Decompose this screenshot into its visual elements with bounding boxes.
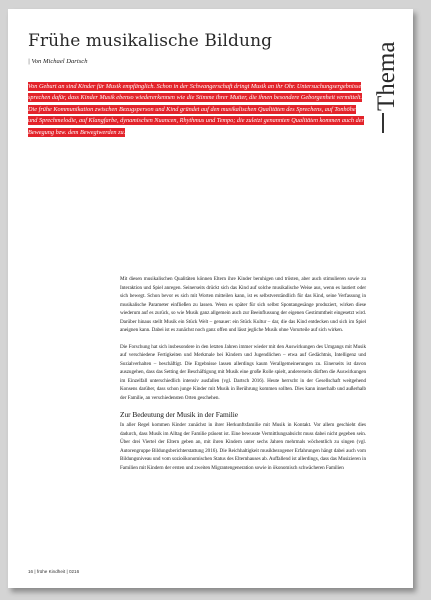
teaser-highlight: Von Geburt an sind Kinder für Musik empfänglich. Schon in der Schwangerschaft dringt Musik an ihr Ohr. Untersuchungsergebnisse sprechen dafür, dass Kinder Musik ebenso wiedererkennen wie die Stimme ihrer Mutter, die ihnen besondere Geborgenheit vermittelt. Die frühe Kommunikation zwischen Bezugsperson und Kind gründet auf den musikalischen Qualitäten des Sprechens, auf Tonhöhe und Sprechmelodie, auf Klangfarbe, dynamischen Nuancen, Rhythmus und Tempo; die zuletzt genannten Qualitäten kommen auch der Bewegung bzw. dem Bewegtwerden zu.: [28, 83, 364, 136]
article-teaser: [28, 81, 366, 138]
body-paragraph: Mit diesen musikalischen Qualitäten können Eltern ihre Kinder beruhigen und trösten, aber auch stimulieren sowie zu Interaktion und Spiel anregen. Seinerseits drückt sich das Kind auf solche musikalische Weise aus, wenn es lautiert oder sich bewegt. Schon bevor es sich mit Worten mitteilen kann, ist es selbstverständlich für das Kind, seine Verfassung in musikalische Parameter einfließen zu lassen. Wenn es später für sich selbst Spontangesänge produziert, wirken diese wiederum auf es zurück, so wie Musik ganz allgemein auch zur Beeinflussung der eigenen Gestimmtheit eingesetzt wird. Darüber hinaus stellt Musik ein Stück Welt – genauer: ein Stück Kultur – dar, die das Kind entdecken und sich im Spiel aneignen kann. Dabei ist es zunächst noch ganz offen und lässt jegliche Musik ohne Vorurteile auf sich wirken.: [120, 276, 366, 333]
page-footer: 16 | frühe Kindheit | 0216: [28, 569, 80, 574]
article-body: [120, 275, 366, 480]
magazine-page: [8, 9, 413, 588]
section-label-divider: [382, 113, 384, 133]
body-paragraph: In aller Regel kommen Kinder zunächst in ihrer Herkunftsfamilie mit Musik in Kontakt. Vor allem geschieht dies dadurch, dass Musik im Alltag der Familie präsent ist. Eine bewusste Vermittlungsabsicht muss dabei nicht gegeben sein. Über drei Viertel der Eltern geben an, mit ihren Kindern unter sechs Jahren mehrmals wöchentlich zu singen (vgl. Autorengruppe Bildungsberichterstattung 2016). Die Reichhaltigkeit musikbezogener Erfahrungen hängt dabei auch vom Bildungsniveau und vom sozioökonomischen Status des Elternhauses ab. Auffallend ist allerdings, dass das Musizieren in Familien mit Kindern der ersten und zweiten Migrantengeneration sowie in ökonomisch schwächeren Familien: [120, 422, 366, 471]
article-byline: | Von Michael Dartsch: [28, 58, 88, 65]
section-subheading: Zur Bedeutung der Musik in der Familie: [120, 410, 238, 419]
section-label: [372, 39, 400, 139]
body-paragraph: Die Forschung hat sich insbesondere in den letzten Jahren immer wieder mit den Auswirkungen des Umgangs mit Musik auf verschiedene Fertigkeiten und Merkmale bei Kindern und Jugendlichen – etwa auf Gedächtnis, Intelligenz und Sozialverhalten – beschäftigt. Die Ergebnisse lassen allerdings kaum Verallgemeinerungen zu. Einerseits ist davon auszugehen, dass das Setting der Beschäftigung mit Musik eine große Rolle spielt, andererseits dürften die Auswirkungen im Einzelfall unterschiedlich intensiv ausfallen (vgl. Dartsch 2016). Heute herrscht in der Gesellschaft weitgehend Konsens darüber, dass schon junge Kinder mit Musik in Berührung kommen sollten. Dies kann innerhalb und außerhalb der Familie, an verschiedensten Orten geschehen.: [120, 343, 366, 401]
article-title: Frühe musikalische Bildung: [28, 31, 273, 51]
section-label-text: Thema: [373, 41, 400, 111]
